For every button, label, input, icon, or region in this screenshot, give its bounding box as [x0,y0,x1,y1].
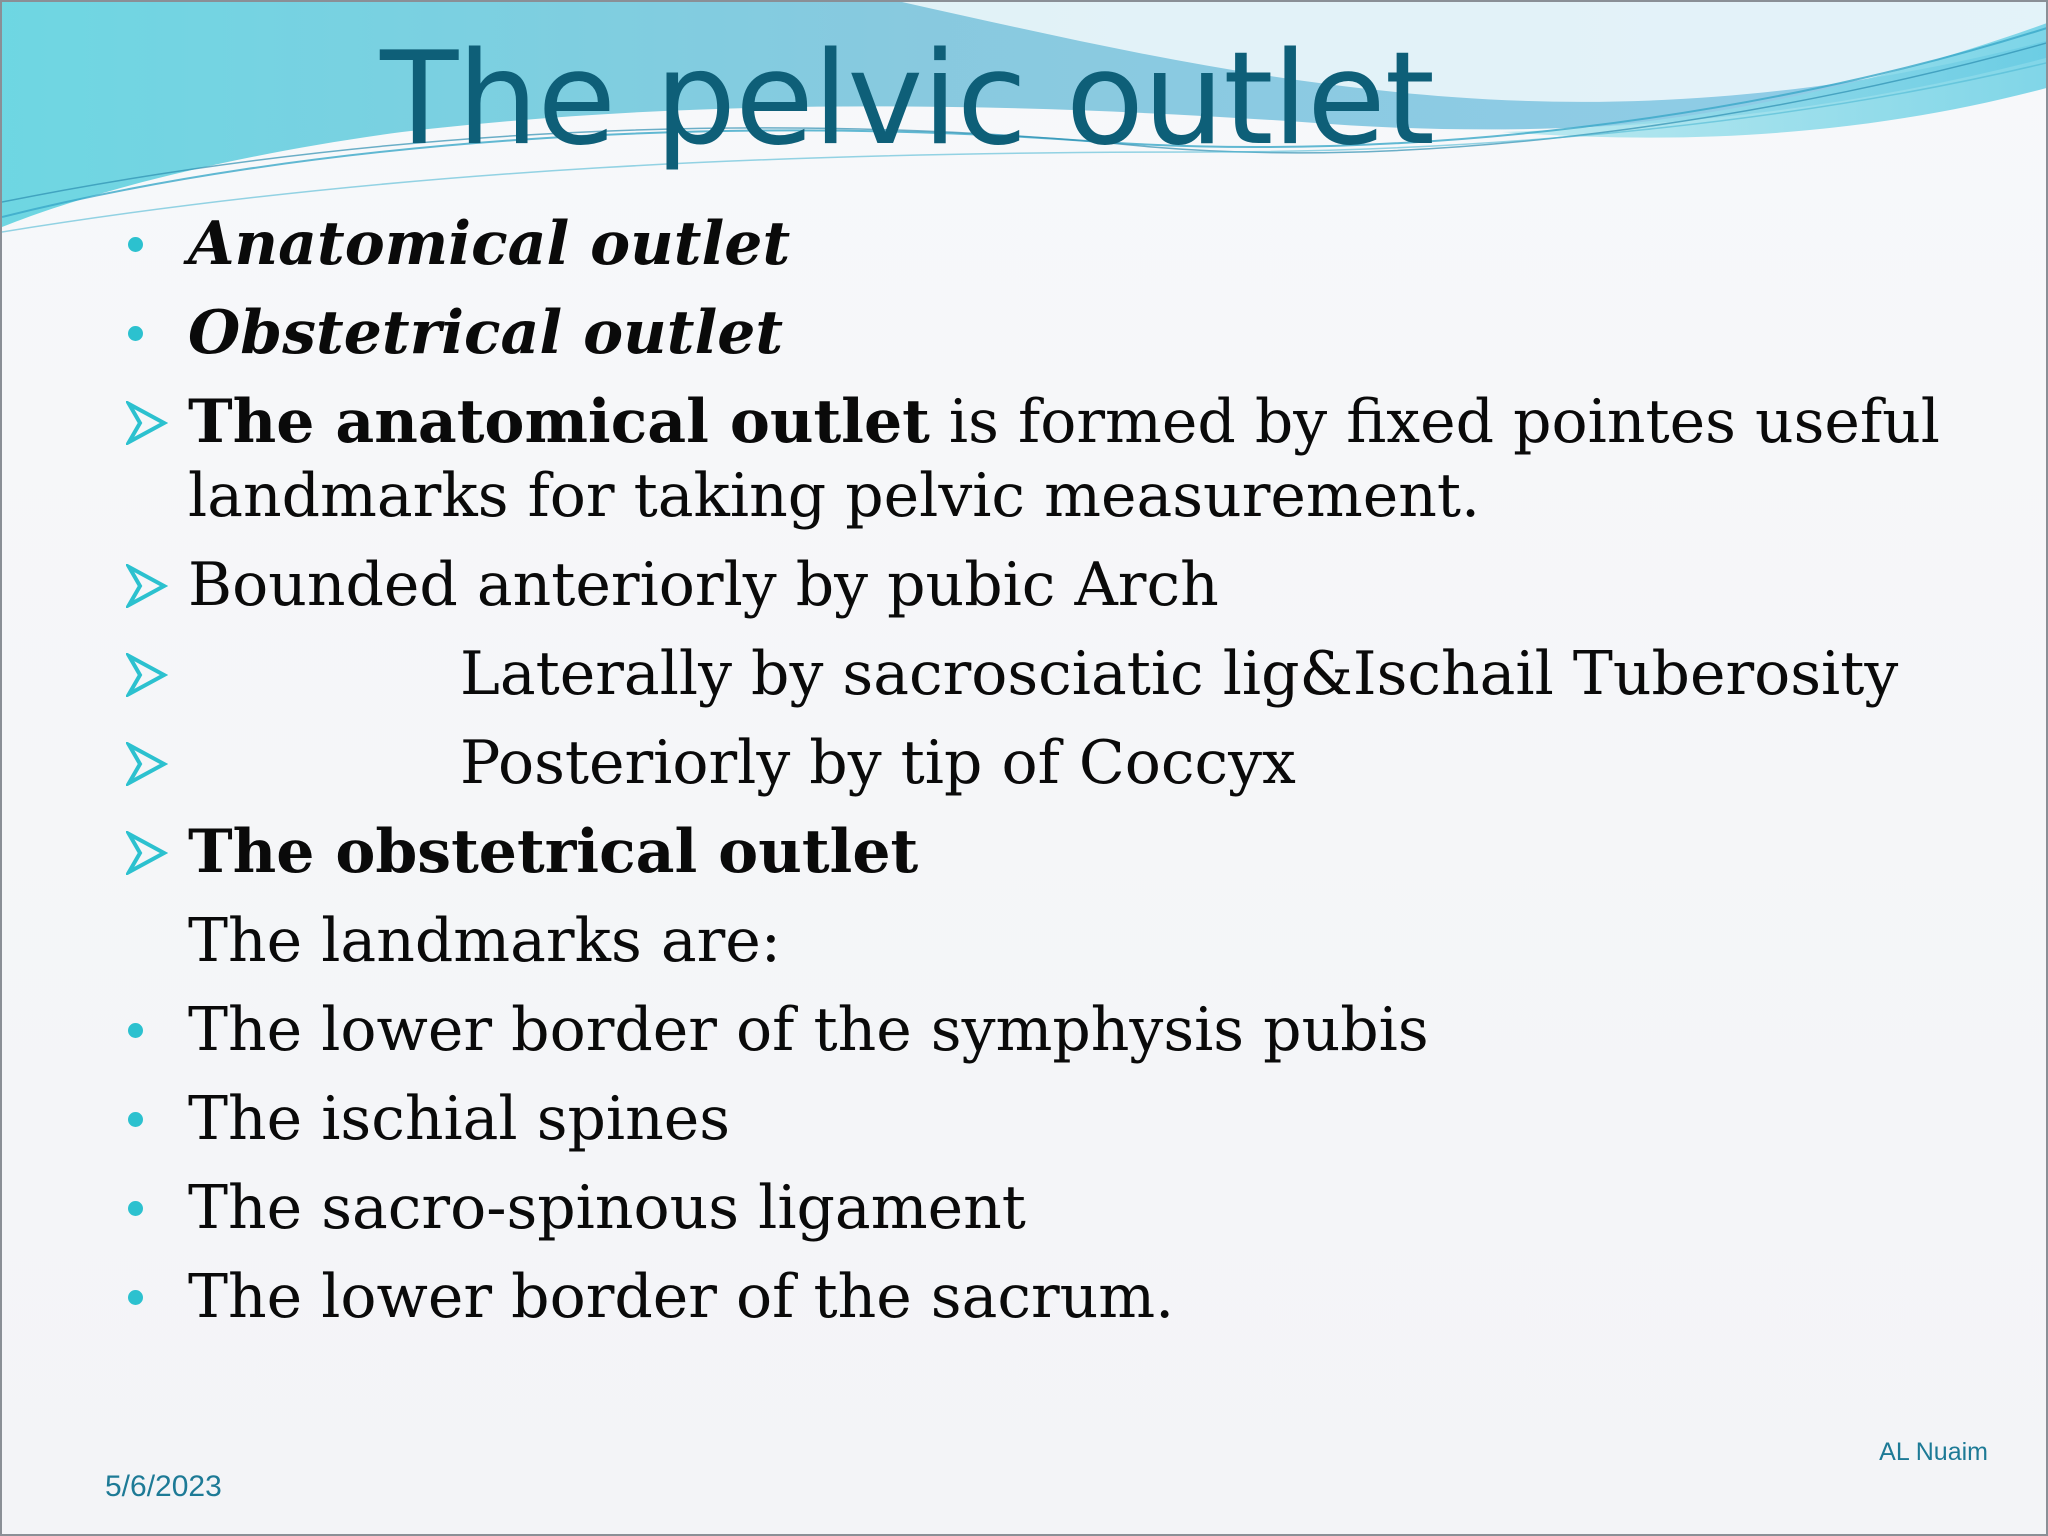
list-item [122,548,2002,622]
item-text: The obstetrical outlet [188,817,919,887]
item-text: Posteriorly by tip of Coccyx [460,728,1296,798]
bullet-dot-icon [122,993,172,1067]
list-item [122,726,2002,800]
item-text: The lower border of the symphysis pubis [188,995,1429,1065]
list-item [122,1082,2002,1156]
slide-title: The pelvic outlet [380,25,1434,174]
bullet-dot-icon [122,1260,172,1334]
bullet-arrow-icon [122,726,172,800]
list-item [122,1171,2002,1245]
bullet-dot-icon [122,1082,172,1156]
list-item [122,637,2002,711]
footer-author: AL Nuaim [1879,1438,1988,1466]
item-text: Obstetrical outlet [188,298,784,368]
list-item [122,904,2002,978]
bullet-arrow-icon [122,815,172,889]
item-bold-text: The anatomical outlet [188,387,930,457]
bullet-arrow-icon [122,385,172,459]
item-text: The sacro-spinous ligament [188,1173,1026,1243]
bullet-arrow-icon [122,637,172,711]
item-text: Laterally by sacrosciatic lig&Ischail Tuberosity [460,639,1899,709]
footer-date: 5/6/2023 [105,1470,222,1503]
item-text: is formed by fixed pointes useful landmarks for taking pelvic measurement. [188,387,1940,531]
bullet-dot-icon [122,207,172,281]
list-item [122,207,2002,281]
bullet-arrow-icon [122,548,172,622]
list-item [122,815,2002,889]
item-text: Bounded anteriorly by pubic Arch [188,550,1219,620]
item-text: The lower border of the sacrum. [188,1262,1175,1332]
bullet-dot-icon [122,1171,172,1245]
list-item [122,385,2002,533]
bullet-list [122,207,2002,1349]
list-item [122,1260,2002,1334]
bullet-dot-icon [122,296,172,370]
item-text: The ischial spines [188,1084,731,1154]
list-item [122,296,2002,370]
item-text: The landmarks are: [188,906,781,976]
list-item [122,993,2002,1067]
item-text: Anatomical outlet [188,209,791,279]
